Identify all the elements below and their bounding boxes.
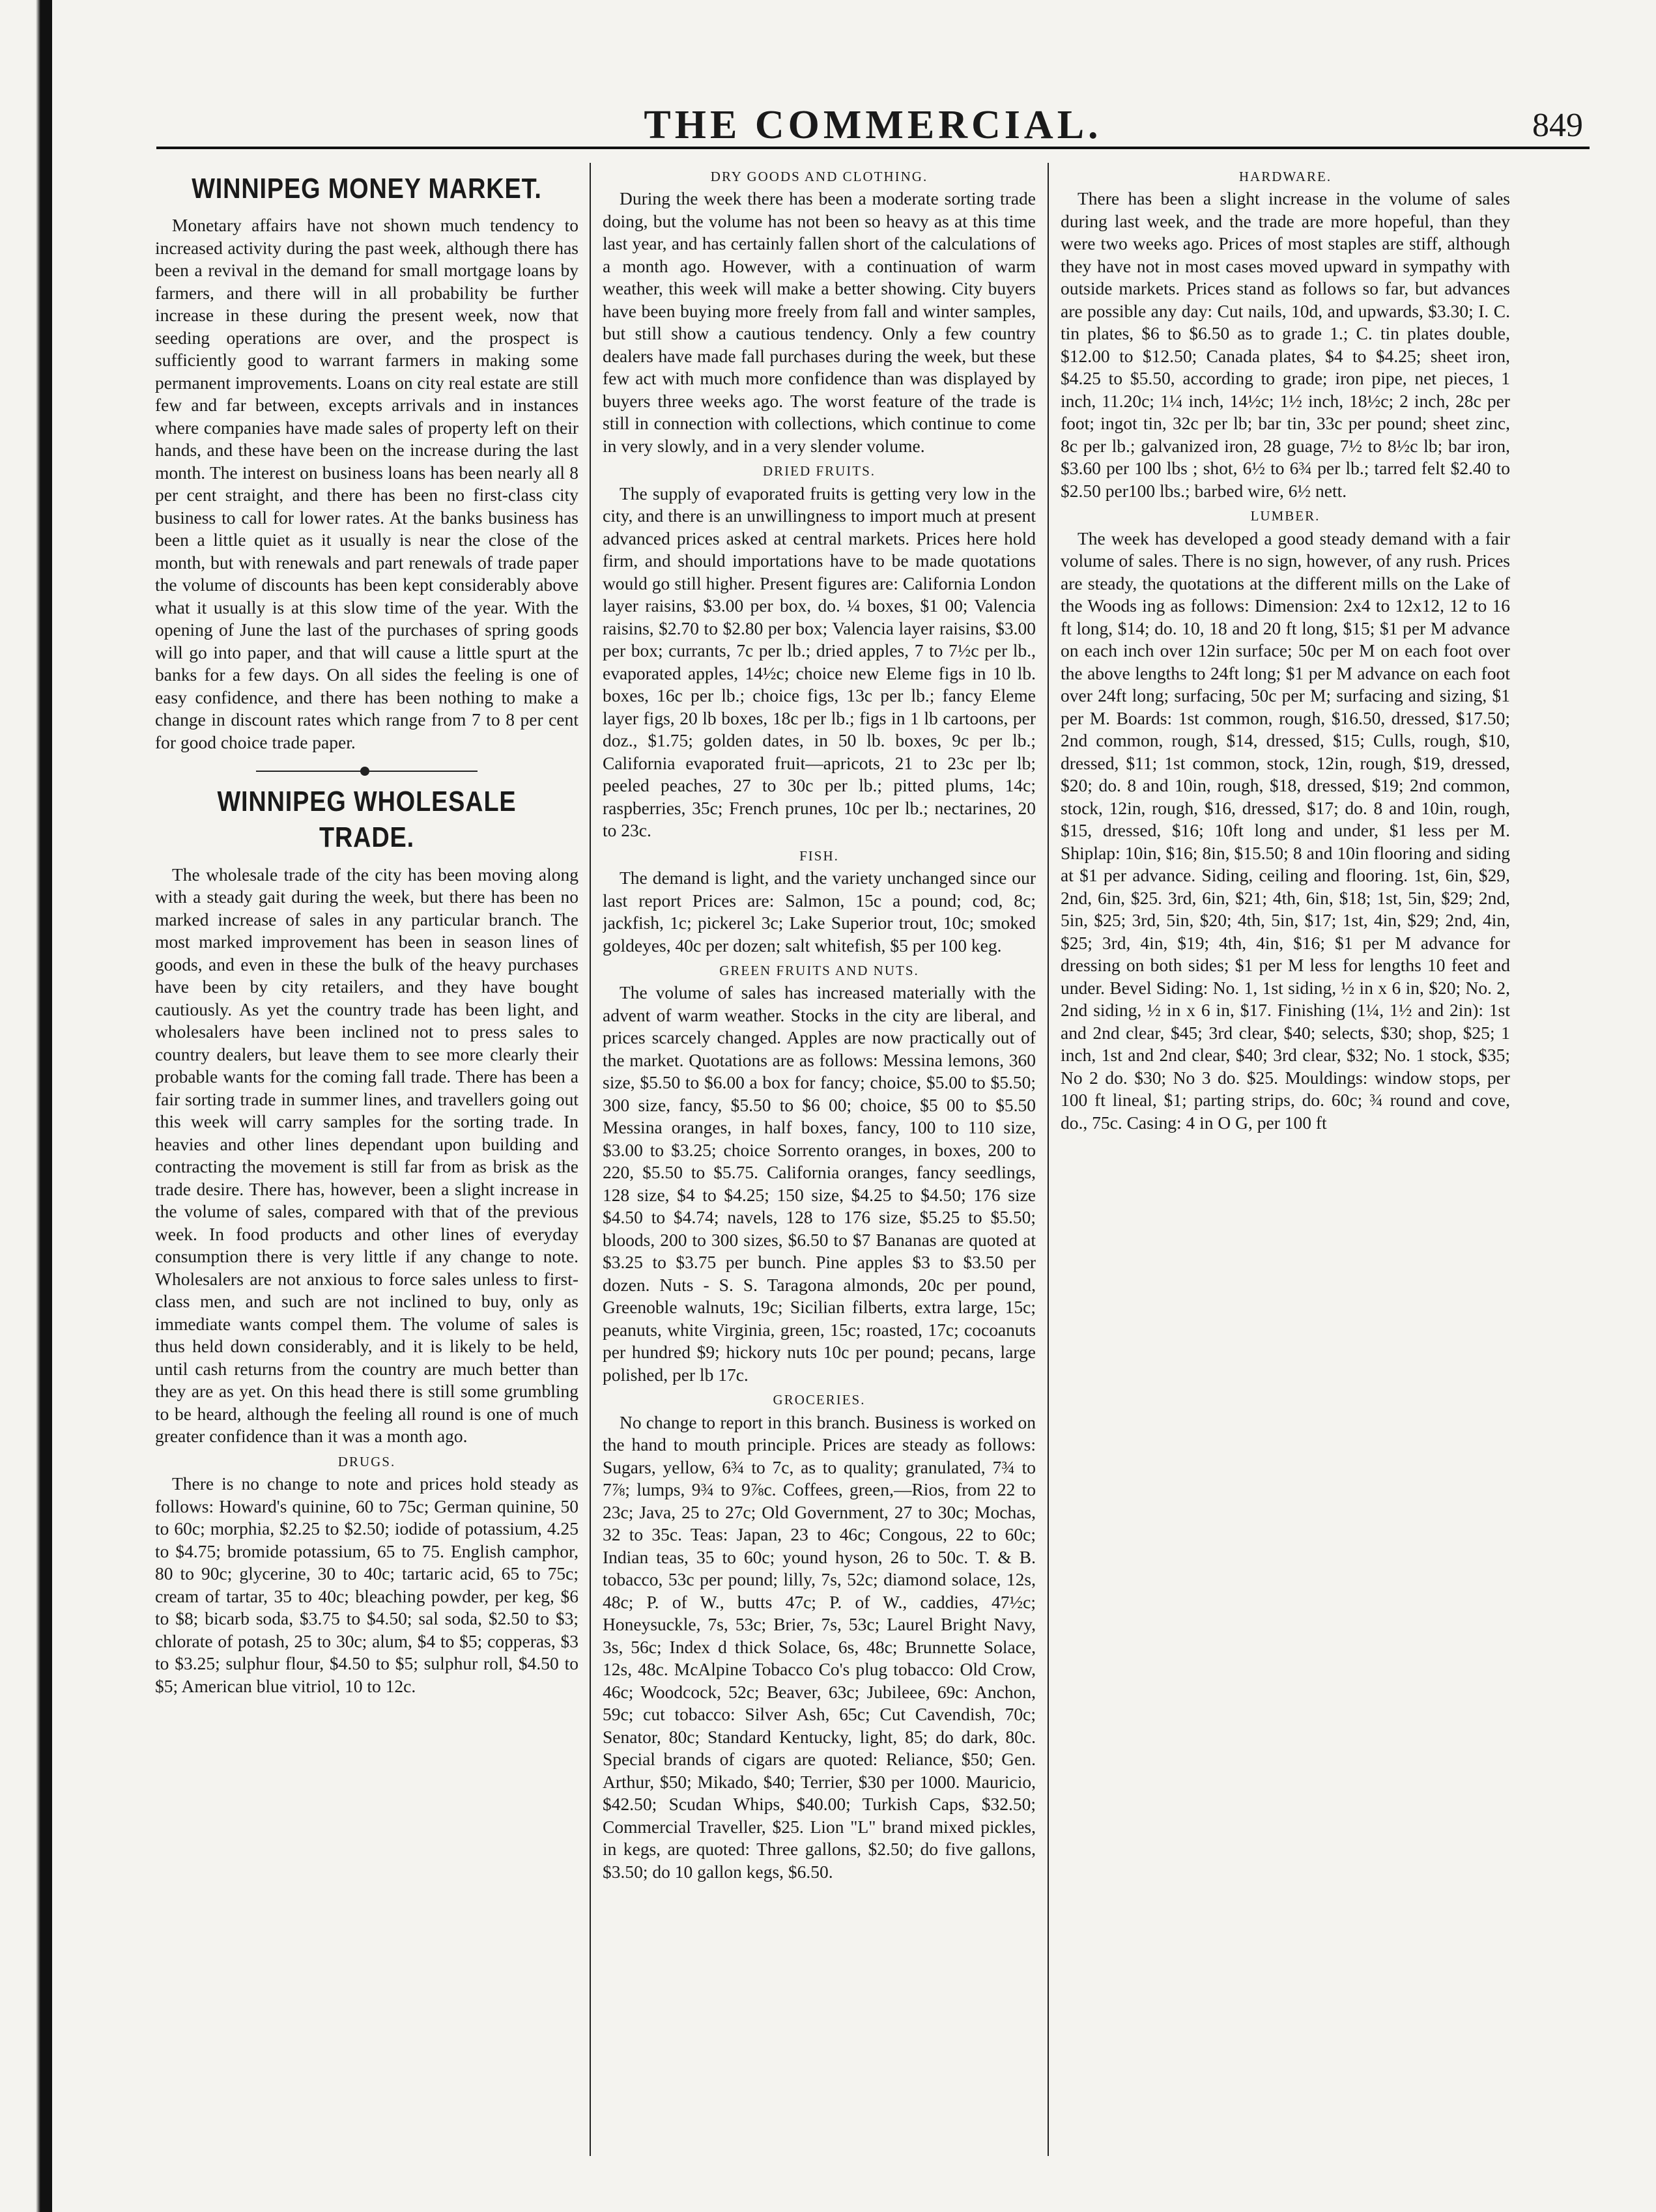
money-market-headline: WINNIPEG MONEY MARKET.	[192, 173, 542, 205]
groceries-heading: GROCERIES.	[773, 1392, 866, 1408]
page-binding-edge	[0, 0, 52, 2212]
hardware-body: There has been a slight increase in the volume of sales during last week, and the trade are more hopeful, than they were two weeks ago. Prices of most staples are stiff, although they have not in most cases moved upward in sympathy with outside markets. Prices stand as follows so far, but advances are possible any day: Cut nails, 10d, and upwards, $3.30; I. C. tin plates, $6 to $6.50 as to grade 1.; C. tin plates double, $12.00 to $12.50; Canada plates, $4 to $4.25; sheet iron, $4.25 to $5.50, according to grade; iron pipe, net pieces, 1 inch, 11.20c; 1¼ inch, 14½c; 1½ inch, 18½c; 2 inch, 28c per foot; ingot tin, 32c per lb; bar tin, 33c per pound; sheet zinc, 8c per lb.; galvanized iron, 28 guage, 7½ to 8½c lb; bar iron, $3.60 per 100 lbs ; shot, 6½ to 6¾ per lb.; tarred felt $2.40 to $2.50 per100 lbs.; barbed wire, 6½ nett.	[1061, 188, 1510, 501]
column-rule	[590, 163, 591, 2156]
lumber-body: The week has developed a good steady demand with a fair volume of sales. There is no sign, however, of any rush. Prices are steady, the quotations at the different mills on the Lake of the Woods ing as follows: Dimension: 2x4 to 12x12, 12 to 16 ft long, $14; do. 10, 18 and 20 ft long, $15; $1 per M advance on each inch over 12in surface; 50c per M on each foot over the above lengths to 24ft long; $1 per M advance on each foot over 24ft long; surfacing, 50c per M; surfacing and sizing, $1 per M. Boards: 1st common, rough, $16.50, dressed, $17.50; 2nd common, rough, $14, dressed, $15; Culls, rough, $10, dressed, $11; 1st common, stock, 12in, rough, $19, dressed, $20; do. 8 and 10in, rough, $18, dressed, $19; 2nd common, stock, 12in, rough, $16, dressed, $17; do. 8 and 10in, rough, $15, dressed, $16; 10ft long and under, $1 less per M. Shiplap: 10in, $16; 8in, $15.50; 8 and 10in flooring and siding at $1 per advance. Siding, ceiling and flooring. 1st, 6in, $29, 2nd, 6in, $25. 3rd, 6in, $21; 4th, 6in, $18; 1st, 5in, $29; 2nd, 5in, $25; 3rd, 5in, $20; 4th, 5in, $17; 1st, 4in, $29; 2nd, 4in, $25; 3rd, 4in, $19; 4th, 4in, $16; $1 per M advance for dressing on both sides; $1 per M less for lengths 10 feet and under. Bevel Siding: No. 1, 1st siding, ½ in x 6 in, $20; No. 2, 2nd siding, ½ in x 6 in, $17. Finishing (1¼, 1½ and 2in): 1st and 2nd clear, $45; 3rd clear, $40; selects, $30; shop, $25; 1 inch, 1st and 2nd clear, $40; 3rd clear, $32; No. 1 stock, $35; No 2 do. $30; No 3 do. $25. Mouldings: window stops, per 100 ft lineal, $1; parting strips, do. 60c; ¾ round and cove, do., 75c. Casing: 4 in O G, per 100 ft	[1061, 528, 1510, 1133]
column-3	[1061, 163, 1510, 2169]
column-rule	[1048, 163, 1049, 2156]
section-divider	[256, 771, 478, 772]
wholesale-trade-headline: WINNIPEG WHOLESALE TRADE.	[217, 786, 517, 854]
lumber-heading: LUMBER.	[1250, 508, 1321, 524]
masthead	[156, 101, 1590, 149]
fish-body: The demand is light, and the variety unchanged since our last report Prices are: Salmon, 15c a pound; cod, 8c; jackfish, 1c; pickerel 3c; Lake Superior trout, 10c; smoked goldeyes, 40c per dozen; salt whitefish, $5 per 100 keg.	[603, 868, 1036, 956]
column-1	[155, 163, 578, 2169]
newspaper-title: THE COMMERCIAL.	[644, 103, 1102, 147]
green-fruits-body: The volume of sales has increased materially with the advent of warm weather. Stocks in the city are liberal, and prices scarcely changed. Apples are now practically out of the market. Quotations are as follows: Messina lemons, 360 size, $5.50 to $6.00 a box for fancy; choice, $5.00 to $5.50; 300 size, fancy, $5.50 to $6 00; choice, $5 00 to $5.50 Messina oranges, in half boxes, fancy, 100 to 110 size, $3.00 to $3.25; choice Sorrento oranges, in boxes, 200 to 220, $5.50 to $5.75. California oranges, fancy seedlings, 128 size, $4 to $4.25; 150 size, $4.25 to $4.50; 176 size $4.50 to $4.74; navels, 128 to 176 size, $5.25 to $5.50; bloods, 200 to 300 sizes, $6.50 to $7 Bananas are quoted at $3.25 to $3.75 per bunch. Pine apples $3 to $3.50 per dozen. Nuts - S. S. Taragona almonds, 20c per pound, Greenoble walnuts, 19c; Sicilian filberts, extra large, 15c; peanuts, white Virginia, green, 15c; roasted, 17c; cocoanuts per hundred $9; hickory nuts 10c per pound; pecans, large polished, per lb 17c.	[603, 982, 1036, 1385]
dry-goods-body: During the week there has been a moderate sorting trade doing, but the volume has not been so heavy as at this time last year, and has certainly fallen short of the calculations of a month ago. However, with a continuation of warm weather, this week will make a better showing. City buyers have been buying more freely from fall and winter samples, but still show a cautious tendency. Only a few country dealers have made fall purchases during the week, but these few act with much more confidence than was displayed by buyers three weeks ago. The worst feature of the trade is still in connection with collections, which continue to come in very slowly, and in a very slender volume.	[603, 188, 1036, 456]
fish-heading: FISH.	[799, 847, 839, 864]
dried-fruits-body: The supply of evaporated fruits is getting very low in the city, and there is an unwillingness to import much at present advanced prices asked at central markets. Prices here hold firm, and should importations have to be made quotations would go still higher. Present figures are: California London layer raisins, $3.00 per box, do. ¼ boxes, $1 00; Valencia raisins, $2.70 to $2.80 per box; Valencia layer raisins, $3.00 per box; currants, 7c per lb.; dried apples, 7 to 7½c per lb., evaporated apples, 14½c; choice new Eleme figs in 10 lb. boxes, 16c per lb.; choice figs, 13c per lb.; fancy Eleme layer figs, 20 lb boxes, 18c per lb.; figs in 1 lb cartoons, per doz., $1.75; golden dates, in 50 lb. boxes, 9c per lb.; California evaporated fruit—apricots, 21 to 23c per lb; peeled peaches, 27 to 30c per lb.; pitted plums, 14c; raspberries, 35c; French prunes, 10c per lb.; nectarines, 20 to 23c.	[603, 483, 1036, 841]
page-number: 849	[1532, 107, 1583, 144]
drugs-heading: DRUGS.	[337, 1453, 396, 1469]
green-fruits-heading: GREEN FRUITS AND NUTS.	[719, 963, 919, 979]
wholesale-trade-intro: The wholesale trade of the city has been moving along with a steady gait during the week, but there has been no marked increase of sales in any particular branch. The most marked improvement has been in season lines of goods, and even in these the bulk of the heavy purchases have been by city retailers, and they have bought cautiously. As yet the country trade has been light, and wholesalers have been inclined not to press sales to country dealers, but leave them to see more clearly their probable wants for the coming fall trade. There has been a fair sorting trade in summer lines, and travellers going out this week will carry samples for the sorting trade. In heavies and other lines dependant upon building and contracting the movement is still far from as brisk as the trade desire. There has, however, been a slight increase in the volume of sales, compared with that of the previous week. In food products and other lines of everyday consumption there is very little if any change to note. Wholesalers are not anxious to force sales unless to first-class men, and such are not inclined to buy, only as immediate wants compel them. The volume of sales is thus held down considerably, and it is likely to be held, until cash returns from the country are much better than they are as yet. On this head there is still some grumbling to be heard, although the feeling all round is one of much greater confidence than it was a month ago.	[155, 864, 578, 1447]
groceries-body: No change to report in this branch. Business is worked on the hand to mouth principle. Prices are steady as follows: Sugars, yellow, 6¾ to 7c, as to quality; granulated, 7¾ to 7⅞; lumps, 9¾ to 9⅞c. Coffees, green,—Rios, from 22 to 23c; Java, 25 to 27c; Old Government, 27 to 30c; Mochas, 32 to 35c. Teas: Japan, 23 to 46c; Congous, 22 to 60c; Indian teas, 35 to 60c; yound hyson, 26 to 50c. T. & B. tobacco, 53c per pound; lilly, 7s, 52c; diamond solace, 12s, 48c; P. of W., butts 47c; P. of W., caddies, 47½c; Honeysuckle, 7s, 53c; Brier, 7s, 53c; Laurel Bright Navy, 3s, 56c; Index d thick Solace, 6s, 48c; Brunnette Solace, 12s, 48c. McAlpine Tobacco Co's plug tobacco: Old Crow, 46c; Woodcock, 52c; Beaver, 63c; Jubileee, 69c: Anchon, 59c; cut tobacco: Silver Ash, 65c; Cut Cavendish, 70c; Senator, 80c; Standard Kentucky, light, 85; do dark, 80c. Special brands of cigars are quoted: Reliance, $50; Gen. Arthur, $50; Mikado, $40; Terrier, $30 per 1000. Mauricio, $42.50; Scudan Whips, $40.00; Turkish Caps, $32.50; Commercial Traveller, $25. Lion "L" brand mixed pickles, in kegs, are quoted: Three gallons, $2.50; do five gallons, $3.50; do 10 gallon kegs, $6.50.	[603, 1411, 1036, 1882]
dried-fruits-heading: DRIED FRUITS.	[762, 463, 876, 479]
dry-goods-heading: DRY GOODS AND CLOTHING.	[710, 169, 928, 184]
money-market-body: Monetary affairs have not shown much tendency to increased activity during the past week, although there has been a revival in the demand for small mortgage loans by farmers, and there will in all probability be further increase in these during the present week, now that seeding operations are over, and the prospect is sufficiently good to warrant farmers in making some permanent improvements. Loans on city real estate are still few and far between, excepts arrivals and in instances where companies have made sales of property left on their hands, and these have been on the increase during the last month. The interest on business loans has been nearly all 8 per cent straight, and there has been no first-class city business to call for lower rates. At the banks business has been a little quiet as it usually is near the close of the month, but with renewals and part renewals of trade paper the volume of discounts has been kept considerably above what it usually is at this slow time of the year. With the opening of June the last of the purchases of spring goods will go into paper, and that will cause a little spurt at the banks for a few days. On all sides the feeling is one of easy confidence, and there has been nothing to make a change in discount rates which range from 7 to 8 per cent for good choice trade paper.	[155, 215, 578, 752]
drugs-body: There is no change to note and prices hold steady as follows: Howard's quinine, 60 to 75c; German quinine, 50 to 60c; morphia, $2.25 to $2.50; iodide of potassium, 4.25 to $4.75; bromide potassium, 65 to 75. English camphor, 80 to 90c; glycerine, 30 to 40c; tartaric acid, 65 to 75c; cream of tartar, 35 to 40c; bleaching powder, per keg, $6 to $8; bicarb soda, $3.75 to $4.50; sal soda, $2.50 to $3; chlorate of potash, 25 to 30c; alum, $4 to $5; copperas, $3 to $3.25; sulphur flour, $4.50 to $5; sulphur roll, $4.50 to $5; American blue vitriol, 10 to 12c.	[155, 1473, 578, 1696]
hardware-heading: HARDWARE.	[1238, 169, 1332, 184]
column-2	[603, 163, 1036, 2169]
